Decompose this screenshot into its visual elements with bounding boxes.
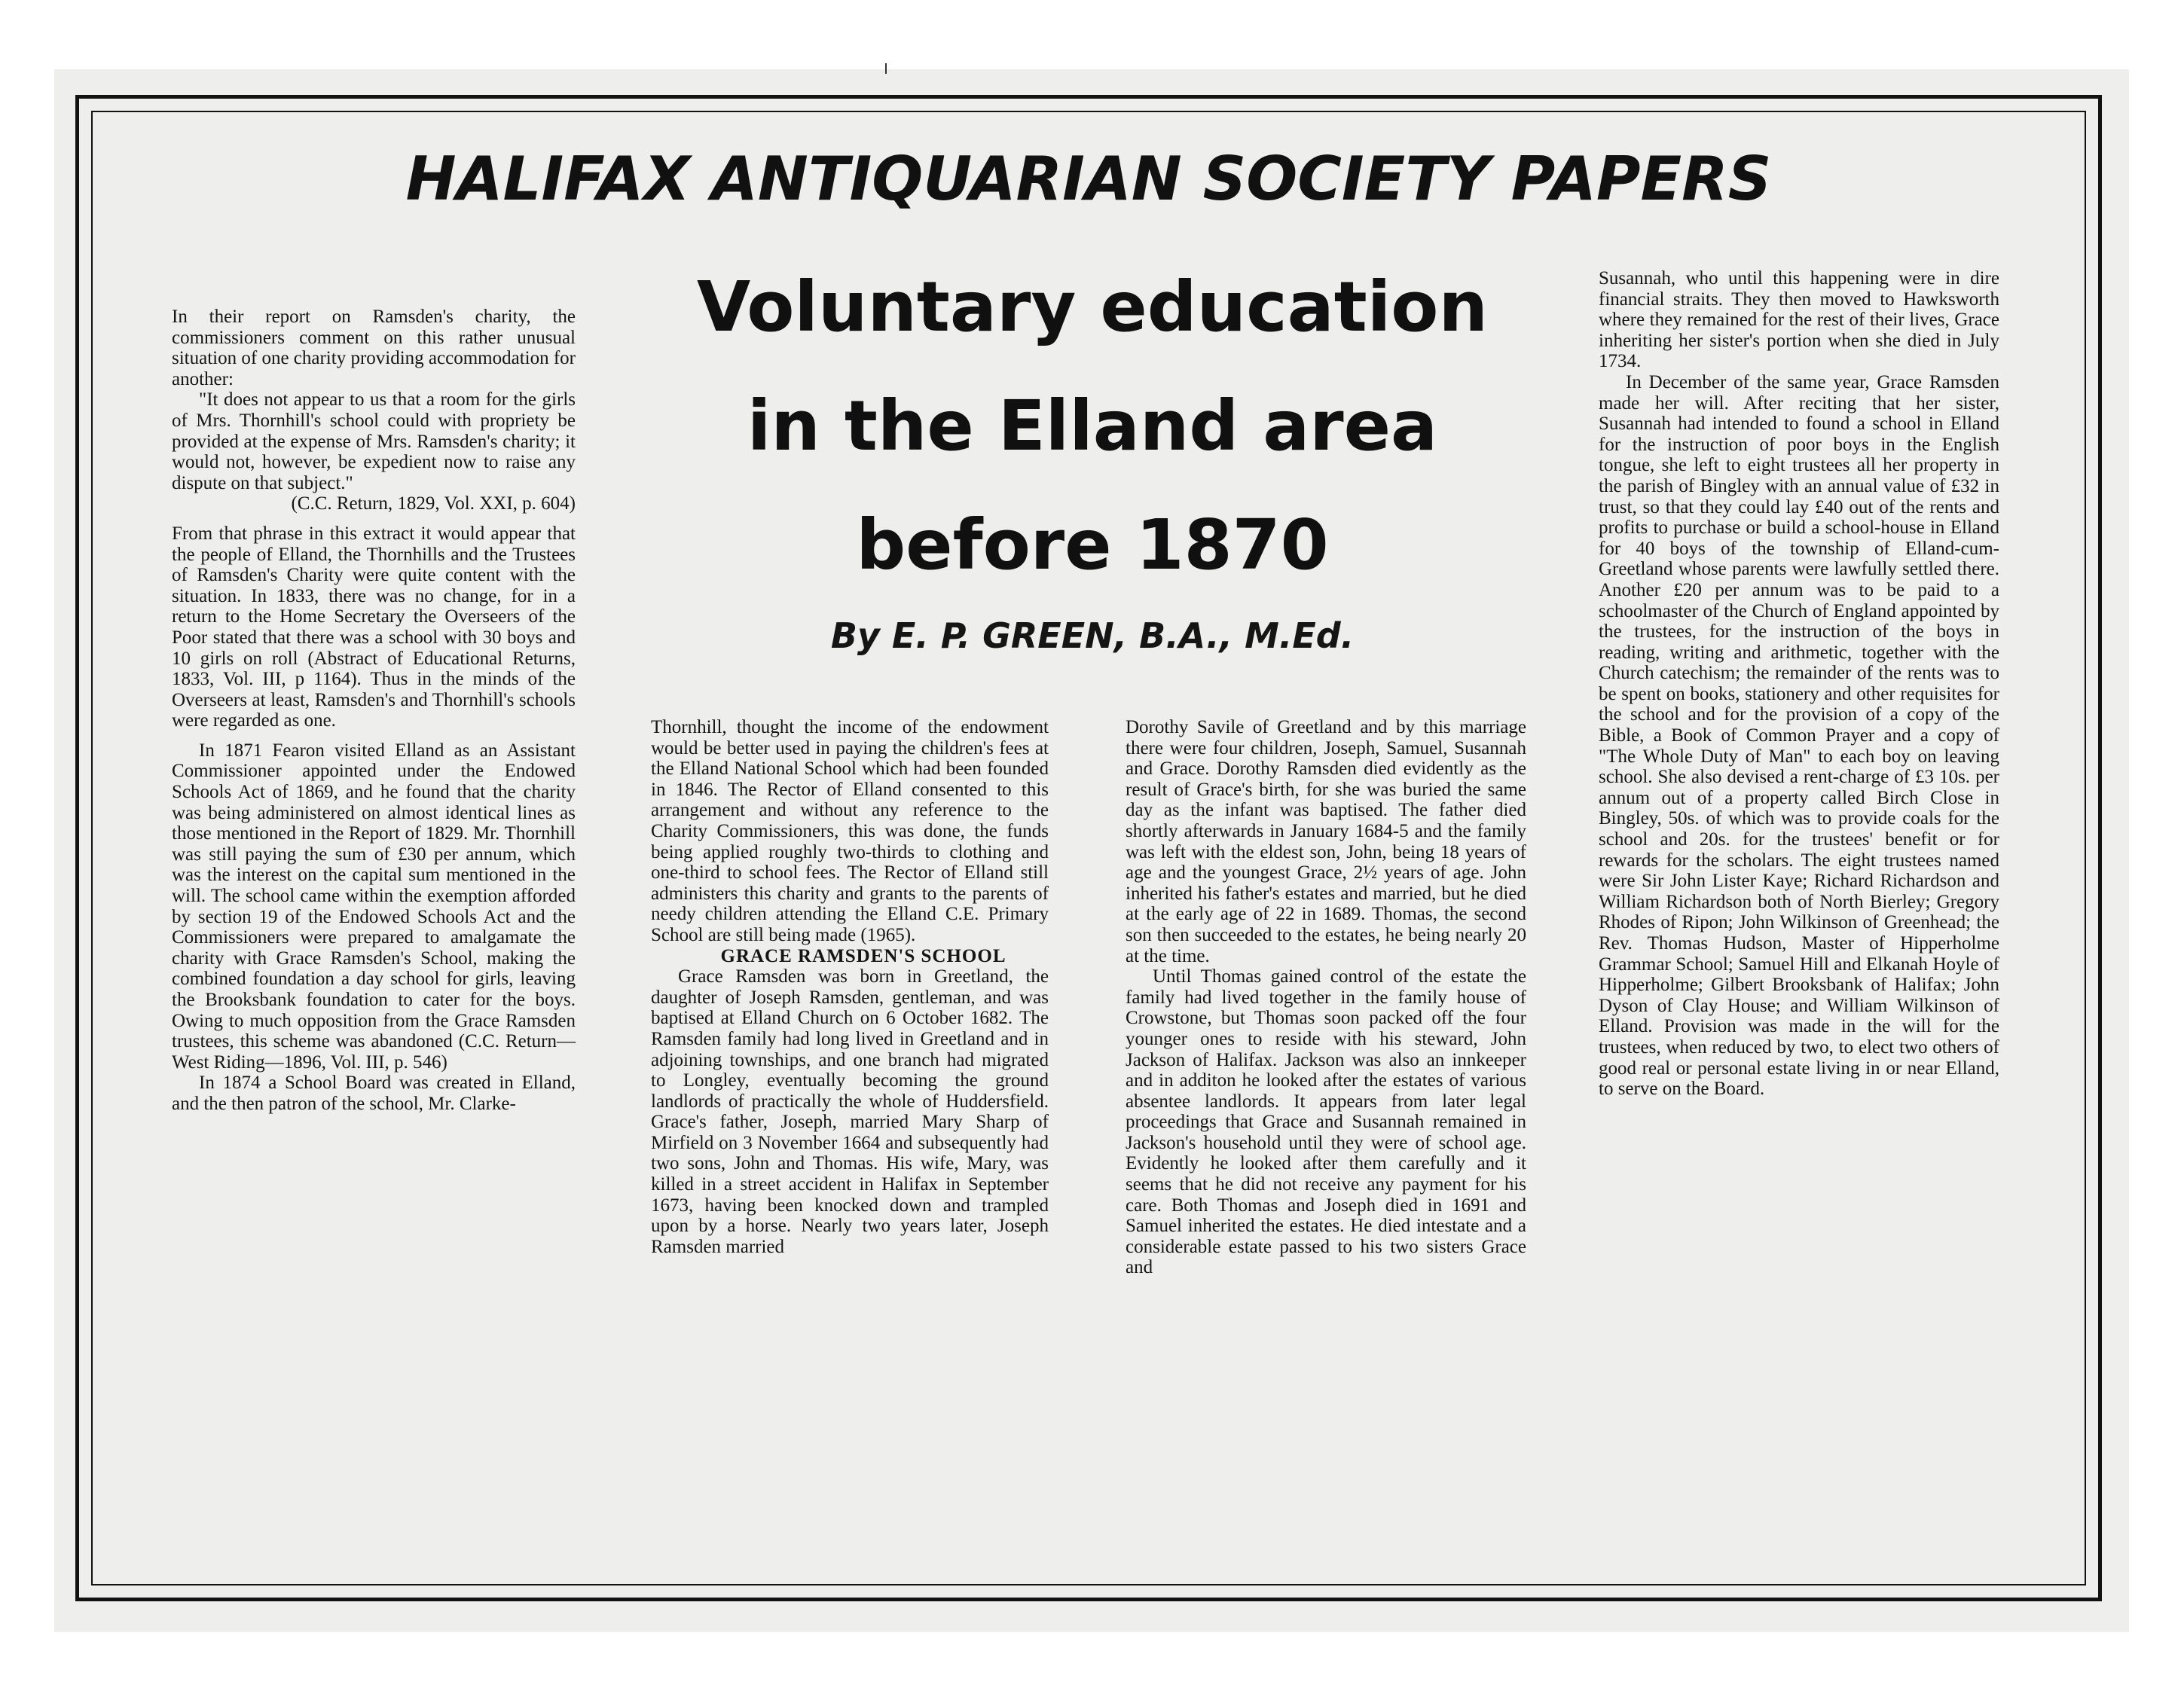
scan-mark [885,63,887,74]
block-quote: "It does not appear to us that a room for the girls of Mrs. Thornhill's school could with propriety be provided at the expense of Mrs. Ramsden's charity; it would not, however, be expedient now to raise any dispute on that subject." [172,389,576,493]
paragraph: In 1874 a School Board was created in Elland, and the then patron of the school, Mr. Clarke- [172,1073,576,1114]
paragraph: Susannah, who until this happening were in dire financial straits. They then moved to Hawksworth where they remained for the rest of their lives, Grace inheriting her sister's portion when she died in July 1734. [1599,268,1999,372]
article-column-1 [172,307,576,1115]
headline-line-1: Voluntary education [697,267,1488,347]
article-column-3 [1126,717,1526,1278]
paragraph: From that phrase in this extract it would appear that the people of Elland, the Thornhills and the Trustees of Ramsden's Charity were quite content with the situation. In 1833, there was no change, for in a return to the Home Secretary the Overseers of the Poor stated that there was a school with 30 boys and 10 girls on roll (Abstract of Educational Returns, 1833, Vol. III, p 1164). Thus in the minds of the Overseers at least, Ramsden's and Thornhill's schools were regarded as one. [172,523,576,731]
article-column-2 [651,717,1049,1257]
headline-line-3: before 1870 [856,505,1329,585]
article-column-4 [1599,268,1999,1100]
series-title: HALIFAX ANTIQUARIAN SOCIETY PAPERS [405,144,1772,214]
paragraph: In their report on Ramsden's charity, the commissioners comment on this rather unusual situation of one charity providing accommodation for another: [172,307,576,389]
section-heading: GRACE RAMSDEN'S SCHOOL [720,945,1006,966]
paragraph: Until Thomas gained control of the estate the family had lived together in the family house of Crowstone, but Thomas soon packed off the four younger ones to reside with his steward, John Jackson of Halifax. Jackson was also an innkeeper and in additon he looked after the estates of various absentee landlords. It appears from later legal proceedings that Grace and Susannah remained in Jackson's household until they were of school age. Evidently he looked after them carefully and it seems that he did not receive any payment for his care. Both Thomas and Joseph died in 1691 and Samuel inherited the estates. He died intestate and a considerable estate passed to his two sisters Grace and [1126,966,1526,1278]
paragraph: Dorothy Savile of Greetland and by this marriage there were four children, Joseph, Samuel, Susannah and Grace. Dorothy Ramsden died evidently as the result of Grace's birth, for she was buried the same day as the infant was baptised. The father died shortly afterwards in January 1684-5 and the family was left with the eldest son, John, being 18 years of age and the youngest Grace, 2½ years of age. John inherited his father's estates and married, but he died at the early age of 22 in 1689. Thomas, the second son then succeeded to the estates, he being nearly 20 at the time. [1126,717,1526,966]
paragraph: Thornhill, thought the income of the endowment would be better used in paying the children's fees at the Elland National School which had been founded in 1846. The Rector of Elland consented to this arrangement and without any reference to the Charity Commissioners, this was done, the funds being applied roughly two-thirds to clothing and one-third to school fees. The Rector of Elland still administers this charity and grants to the parents of needy children attending the Elland C.E. Primary School are still being made (1965). [651,717,1049,945]
paragraph: In 1871 Fearon visited Elland as an Assistant Commissioner appointed under the Endowed Schools Act of 1869, and he found that the charity was being administered on almost identical lines as those mentioned in the Report of 1829. Mr. Thornhill was still paying the sum of £30 per annum, which was the interest on the capital sum mentioned in the will. The school came within the exemption afforded by section 19 of the Endowed Schools Act and the Commissioners were prepared to amalgamate the charity with Grace Ramsden's School, making the combined foundation a day school for girls, leaving the Brooksbank foundation to cater for the boys. Owing to much opposition from the Grace Ramsden trustees, this scheme was abandoned (C.C. Return—West Riding—1896, Vol. III, p. 546) [172,740,576,1073]
paragraph: Grace Ramsden was born in Greetland, the daughter of Joseph Ramsden, gentleman, and was baptised at Elland Church on 6 October 1682. The Ramsden family had long lived in Greetland and in adjoining townships, and one branch had migrated to Longley, eventually becoming the ground landlords of practically the whole of Huddersfield. Grace's father, Joseph, married Mary Sharp of Mirfield on 3 November 1664 and subsequently had two sons, John and Thomas. His wife, Mary, was killed in a street accident in Halifax in September 1673, having been knocked down and trampled upon by a horse. Nearly two years later, Joseph Ramsden married [651,966,1049,1257]
headline-line-2: in the Elland area [747,386,1438,466]
quote-citation: (C.C. Return, 1829, Vol. XXI, p. 604) [291,493,576,514]
byline: By E. P. GREEN, B.A., M.Ed. [830,615,1355,656]
paragraph: In December of the same year, Grace Ramsden made her will. After reciting that her sister, Susannah had intended to found a school in Elland for the instruction of poor boys in the English tongue, she left to eight trustees all her property in the parish of Bingley with an annual value of £32 in trust, so that they could lay £40 out of the rents and profits to purchase or build a school-house in Elland for 40 boys of the township of Elland-cum-Greetland whose parents were lawfully settled there. Another £20 per annum was to be paid to a schoolmaster of the Church of England appointed by the trustees, for the instruction of the boys in reading, writing and arithmetic, together with the Church catechism; the remainder of the rents was to be spent on books, stationery and other requisites for the school and for the provision of a copy of the Bible, a Book of Common Prayer and a copy of "The Whole Duty of Man" to each boy on leaving school. She also devised a rent-charge of £3 10s. per annum out of a property called Birch Close in Bingley, 50s. of which was to provide coals for the school and 20s. for the trustees' benefit or for rewards for the scholars. The eight trustees named were Sir John Lister Kaye; Richard Richardson and William Richardson both of North Bierley; Gregory Rhodes of Ripon; John Wilkinson of Greenhead; the Rev. Thomas Hudson, Master of Hipperholme Grammar School; Samuel Hill and Elkanah Hoyle of Hipperholme; Gilbert Brooksbank of Halifax; John Dyson of Clay House; and William Wilkinson of Elland. Provision was made in the will for the trustees, when reduced by two, to elect two others of good real or personal estate living in or near Elland, to serve on the Board. [1599,371,1999,1100]
